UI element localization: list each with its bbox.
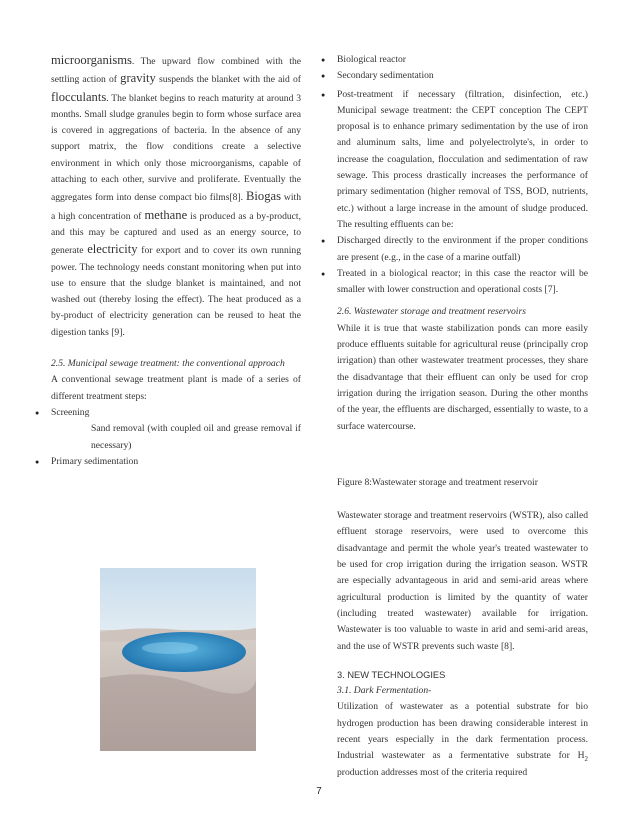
text-run: suspends the blanket with the aid of: [155, 74, 301, 86]
term-electricity: electricity: [87, 242, 138, 257]
wstr-paragraph: Wastewater storage and treatment reservoirs (WSTR), also called effluent storage reservoirs, were used to overcome this disadvantage and permit the whole year's treated wastewater to be used for crop irrigation during the irrigation season. WSTR are especially advantageous in arid and semi-arid areas where agricultural production is limited by the quantity of water (including treated wastewater) available for irrigation. Wastewater is too valuable to waste in arid and semi-arid areas, and the use of WSTR prevents such waste [8].: [337, 510, 588, 652]
photo-sky: [100, 568, 256, 638]
bullet-treated: ● Treated in a biological reactor; in this case the reactor will be smaller with lower construction and operational costs [7].: [337, 266, 588, 299]
photo-water-highlight: [142, 642, 198, 654]
bullet-biological-reactor: ● Biological reactor: [337, 52, 588, 68]
screening-detail: Sand removal (with coupled oil and grease removal if necessary): [91, 423, 301, 451]
left-column: [51, 52, 301, 470]
text-run: . The blanket begins to reach maturity at around 3 months. Small sludge granules begin to form whose surface area is covered in aggregations of bacteria. In the absence of any support matrix, the flow conditions create a selective environment in which only those microorganisms, capable of attaching to each other, survive and proliferate. Eventually the aggregates form into dense compact bio films[8].: [51, 92, 301, 204]
reservoir-photo: [100, 568, 256, 751]
term-methane: methane: [144, 207, 188, 222]
term-microorganisms: microorganisms: [51, 53, 132, 67]
text-run: for export and to cover its own running power. The technology needs constant monitoring when put into use to ensure that the sludge blanket is maintained, and not washed out (thereby losing the effect). The heat produced as a by-product of electricity generation can be reused to heat the digestion tanks [9].: [51, 245, 301, 338]
text-run: Utilization of wastewater as a potential substrate for bio hydrogen production has been drawing considerable interest in recent years especially in the dark fermentation process. Industrial wastewater as a fermentative substrate for H: [337, 701, 588, 762]
intro-text: A conventional sewage treatment plant is made of a series of different treatment steps:: [51, 374, 301, 402]
bullet-post-treatment: ● Post-treatment if necessary (filtration, disinfection, etc.) Municipal sewage treatment: the CEPT conception The CEPT proposal is to enhance primary sedimentation by the use of iron and aluminum salts, lime and polyelectrolyte's, in order to increase the coagulation, flocculation and sedimentation of raw sewage. This process drastically increases the performance of primary sedimentation (higher removal of TSS, BOD, nutrients, etc.) without a large increase in the amount of sludge produced. The resulting effluents can be:: [337, 87, 588, 234]
text-run: . The upward flow combined with the settling action of: [51, 56, 301, 86]
bullet-discharged: ● Discharged directly to the environment if the proper conditions are present (e.g., in the case of a marine outfall): [337, 233, 588, 266]
text-run: production addresses most of the criteria required: [337, 766, 528, 778]
text-run: with a high concentration of: [51, 192, 301, 222]
dark-fermentation-heading: 3.1. Dark Fermentation-: [337, 685, 432, 697]
section-heading-2-6: 2.6. Wastewater storage and treatment reservoirs: [337, 306, 526, 318]
text-run: is produced as a by-product, and this may be captured and used as an energy source, to generate: [51, 210, 301, 257]
bullet-screening: ● Screening: [51, 405, 301, 421]
page-number: 7: [316, 786, 322, 797]
term-flocculants: flocculants: [51, 89, 107, 104]
wsp-paragraph: While it is true that waste stabilization ponds can more easily produce effluents suitable for agricultural reuse (principally crop irrigation) than other wastewater treatment processes, they share the disadvantage that their effluent can only be used for crop irrigation during the irrigation season. During the other months of the year, the effluents are discharged, essentially to waste, to a surface watercourse.: [337, 322, 588, 432]
bullet-primary-sedimentation: ● Primary sedimentation: [51, 454, 301, 470]
uasb-paragraph: [51, 52, 301, 341]
bullet-secondary-sedimentation: ● Secondary sedimentation: [337, 68, 588, 84]
new-technologies-heading: 3. NEW TECHNOLOGIES: [337, 669, 446, 680]
term-biogas: Biogas: [246, 189, 281, 204]
right-column: [337, 52, 588, 781]
subscript-2: 2: [584, 755, 588, 764]
section-heading-2-5: 2.5. Municipal sewage treatment: the conventional approach: [51, 358, 285, 370]
term-gravity: gravity: [120, 71, 156, 86]
dark-fermentation-paragraph: [337, 699, 588, 780]
figure-caption: Figure 8:Wastewater storage and treatment reservoir: [337, 476, 538, 488]
